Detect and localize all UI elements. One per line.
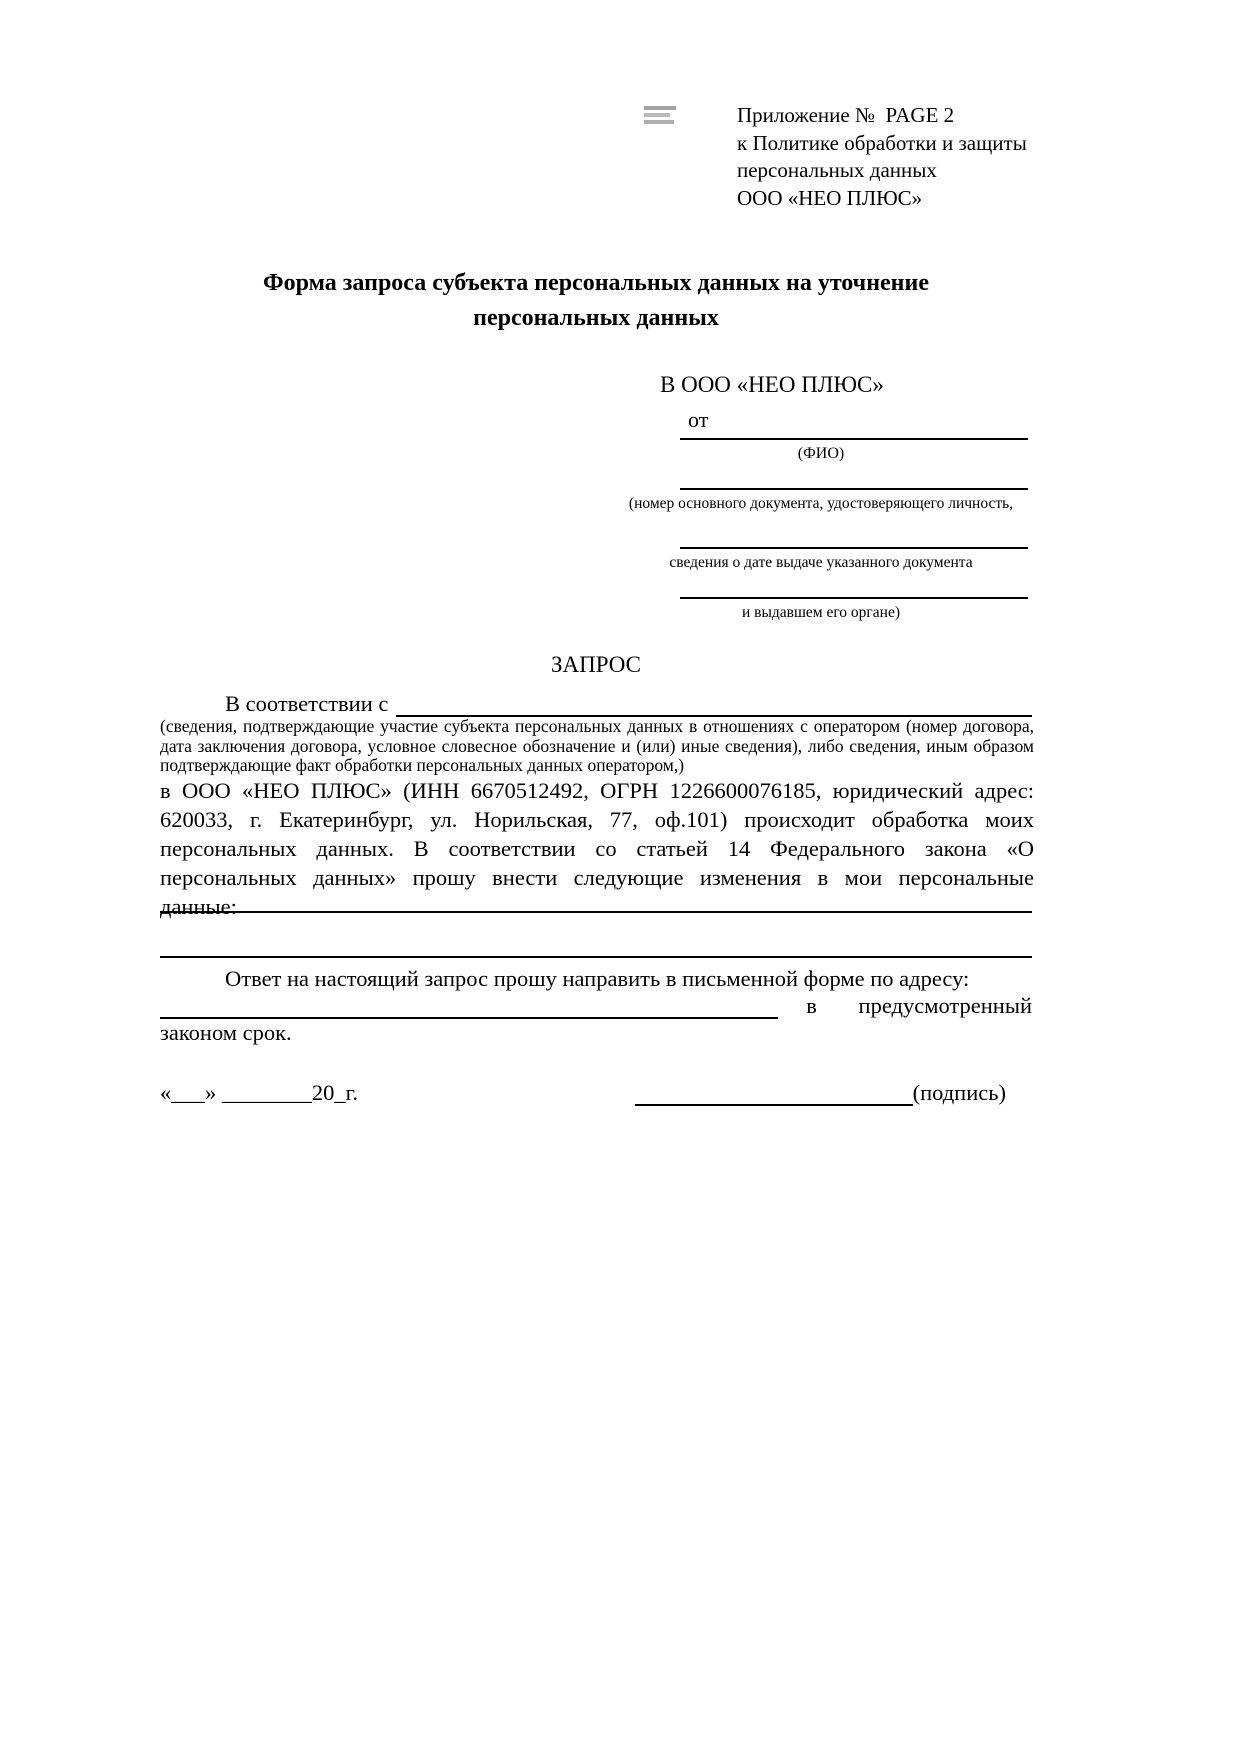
page-field-marker-icon: [644, 106, 676, 127]
footnote-text: (сведения, подтверждающие участие субъекта персональных данных в отношениях с оператором (номер договора, дата заключения договора, условное словесное обозначение и (или) иные сведения), либо сведения, иным образом подтверждающие факт обработки персональных данных оператором,): [160, 716, 1034, 775]
response-sentence: Ответ на настоящий запрос прошу направить в письменной форме по адресу:: [225, 966, 970, 991]
date-blank: «___» ________20_г.: [160, 1080, 358, 1105]
form-title: [160, 266, 1032, 336]
date-signature-row: [160, 1080, 1032, 1106]
response-tail: законом срок.: [160, 1020, 292, 1045]
changes-blank-line-1: [160, 911, 1032, 913]
request-heading: ЗАПРОС: [550, 652, 642, 677]
addressee-from-label: от: [688, 407, 709, 432]
addressee-block: [610, 372, 1032, 642]
address-blank-line: [160, 993, 778, 1019]
appendix-header: [737, 102, 1067, 212]
appendix-header-line: ООО «НЕО ПЛЮС»: [737, 185, 923, 210]
changes-blank-line-2: [160, 956, 1032, 958]
appendix-header-line: к Политике обработки и защиты: [737, 130, 1027, 155]
response-address-row: [160, 992, 1032, 1019]
form-title-line: персональных данных: [473, 305, 719, 331]
signature-group: [635, 1080, 1006, 1106]
document-number-blank-line: [680, 488, 1028, 490]
document-number-caption: (номер основного документа, удостоверяющего личность,: [628, 495, 1014, 512]
form-title-line: Форма запроса субъекта персональных данных на уточнение: [263, 270, 929, 296]
signature-blank-line: [635, 1082, 913, 1106]
accordance-blank-line: [396, 689, 1032, 717]
issue-date-caption: сведения о дате выдаче указанного документа: [669, 554, 973, 571]
response-suffix: в предусмотренный: [806, 993, 1032, 1018]
issue-date-blank-line: [680, 547, 1028, 549]
response-block: [160, 965, 1032, 1046]
accordance-intro-label: В соответствии с: [225, 691, 389, 716]
fio-caption: (ФИО): [797, 445, 845, 462]
issuing-authority-caption: и выдавшем его органе): [741, 604, 901, 621]
issuing-authority-blank-line: [680, 597, 1028, 599]
signature-caption: (подпись): [912, 1080, 1006, 1105]
accordance-intro-row: [160, 689, 1032, 717]
appendix-header-line: Приложение № PAGE 2: [737, 103, 955, 127]
request-body-paragraph: в ООО «НЕО ПЛЮС» (ИНН 6670512492, ОГРН 1226600076185, юридический адрес: 620033, г. Екатеринбург, ул. Норильская, 77, оф.101) происходит обработка моих персональных данных. В соответствии со статьей 14 Федерального закона «О персональных данных» прошу внести следующие изменения в мои персональные данные:: [160, 778, 1034, 919]
appendix-header-line: персональных данных: [737, 158, 937, 182]
addressee-to: В ООО «НЕО ПЛЮС»: [660, 372, 884, 397]
fio-blank-line: [680, 438, 1028, 440]
